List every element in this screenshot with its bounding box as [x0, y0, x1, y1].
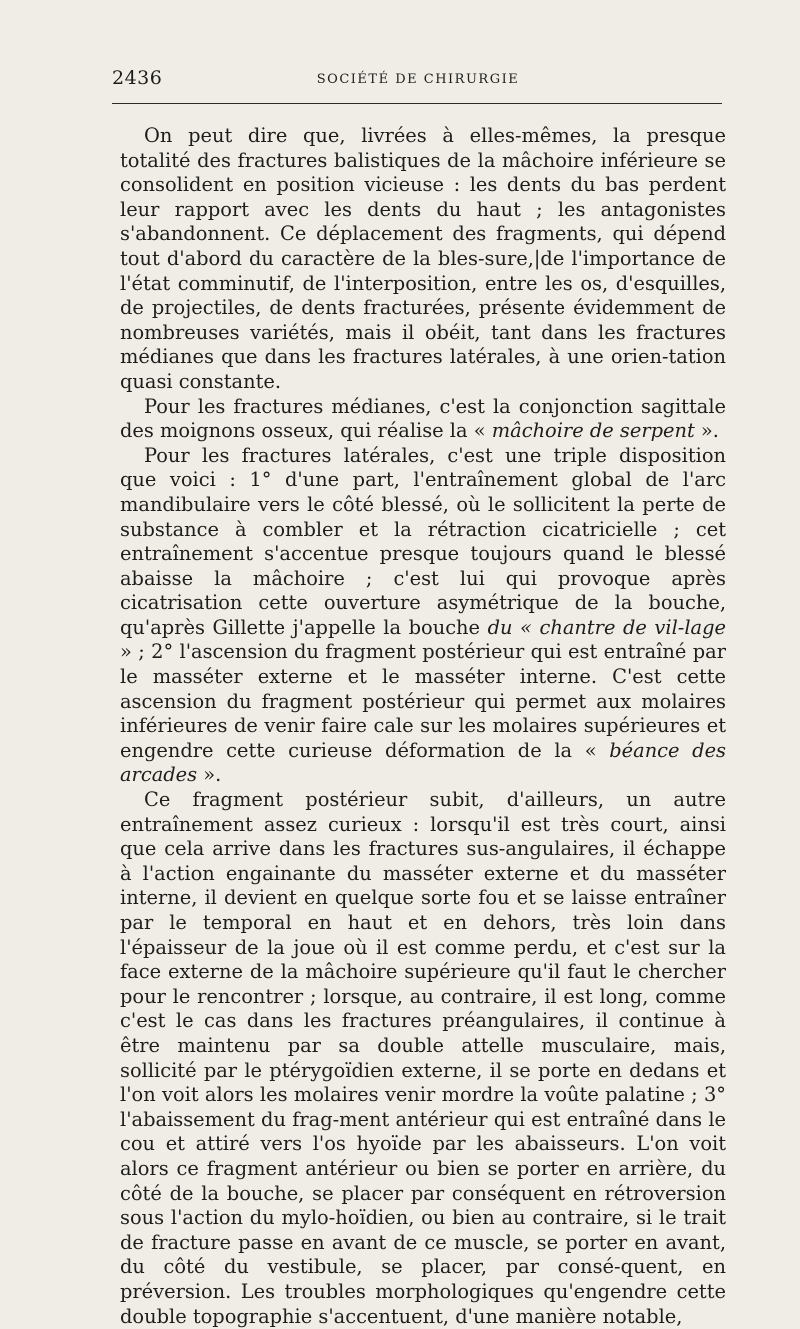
page-header — [112, 67, 724, 93]
body-text — [120, 124, 726, 1329]
running-head: SOCIÉTÉ DE CHIRURGIE — [316, 72, 520, 87]
header-rule — [112, 103, 722, 104]
page-number: 2436 — [112, 67, 163, 89]
paragraph-3-italic-a: du « chantre de vil-lage — [487, 615, 726, 639]
paragraph-3-text-a: Pour les fractures latérales, c'est une triple disposition que voici : 1° d'une part, l'entraînement global de l'arc mandibulaire vers le côté blessé, où le sollicitent la perte de substance à combler et la rétraction cicatricielle ; cet entraînement s'accentue presque toujours quand le blessé abaisse la mâchoire ; c'est lui qui provoque après cicatrisation cette ouverture asymétrique de la bouche, qu'après Gillette j'appelle la bouche — [120, 443, 726, 639]
paragraph-2-text-b: ». — [694, 419, 719, 443]
paragraph-3-text-b: » ; 2° l'ascension du fragment postérieur qui est entraîné par le masséter externe et le masséter interne. C'est cette ascension du fragment postérieur qui permet aux molaires inférieures de venir faire cale sur les molaires supérieures et engendre cette curieuse déformation de la « — [120, 640, 726, 762]
paragraph-3-italic-b: béance des arcades — [120, 738, 727, 787]
paragraph-4: Ce fragment postérieur subit, d'ailleurs, un autre entraînement assez curieux : lorsqu'il est très court, ainsi que cela arrive dans les fractures sus-angulaires, il échappe à l'action engainante du masséter externe et du masséter interne, il devient en quelque sorte fou et se laisse entraîner par le temporal en haut et en dehors, très loin dans l'épaisseur de la joue où il est comme perdu, et c'est sur la face externe de la mâchoire supérieure qu'il faut le chercher pour le rencontrer ; lorsque, au contraire, il est long, comme c'est le cas dans les fractures préangulaires, il continue à être maintenu par sa double attelle musculaire, mais, sollicité par le ptérygoïdien externe, il se porte en dedans et l'on voit alors les molaires venir mordre la voûte palatine ; 3° l'abaissement du frag-ment antérieur qui est entraîné dans le cou et attiré vers l'os hyoïde par les abaisseurs. L'on voit alors ce fragment antérieur ou bien se porter en arrière, du côté de la bouche, se placer par conséquent en rétroversion sous l'action du mylo-hoïdien, ou bien au contraire, si le trait de fracture passe en avant de ce muscle, se porter en avant, du côté du vestibule, se placer, par consé-quent, en préversion. Les troubles morphologiques qu'engendre cette double topographie s'accentuent, d'une manière notable, — [120, 788, 726, 1328]
paragraph-2-italic: mâchoire de serpent — [491, 419, 695, 443]
paragraph-1: On peut dire que, livrées à elles-mêmes, la presque totalité des fractures balistiques de la mâchoire inférieure se consolident en position vicieuse : les dents du bas perdent leur rapport avec les dents du haut ; les antagonistes s'abandonnent. Ce déplacement des fragments, qui dépend tout d'abord du caractère de la bles-sure,|de l'importance de l'état comminutif, de l'interposition, entre les os, d'esquilles, de projectiles, de dents fracturées, présente évidemment de nombreuses variétés, mais il obéit, tant dans les fractures médianes que dans les fractures latérales, à une orien-tation quasi constante. — [120, 124, 726, 393]
paragraph-2-text-a: Pour les fractures médianes, c'est la conjonction sagittale des moignons osseux, qui réalise la « — [120, 394, 726, 443]
paragraph-2 — [120, 395, 726, 444]
paragraph-3-text-c: ». — [197, 763, 222, 787]
paragraph-3 — [120, 444, 726, 788]
